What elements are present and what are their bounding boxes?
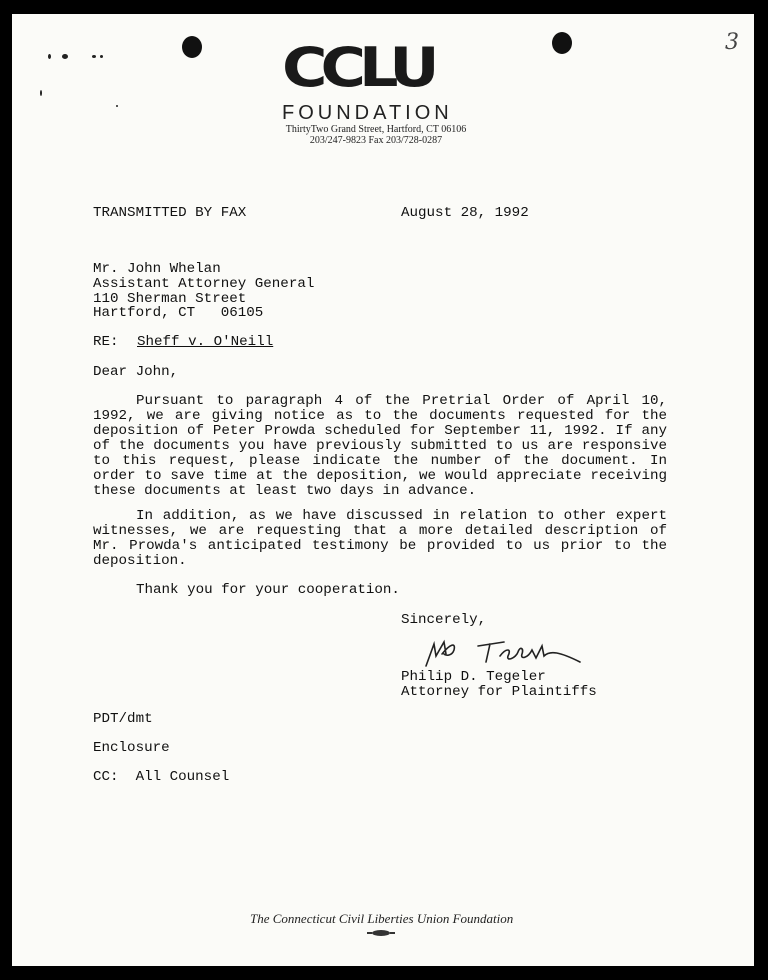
re-case-name: Sheff v. O'Neill [137, 334, 274, 350]
speck [48, 54, 51, 59]
punch-hole-right [552, 32, 572, 54]
letter-page [12, 14, 754, 966]
letterhead-address: ThirtyTwo Grand Street, Hartford, CT 06106 [285, 124, 467, 135]
body-paragraph-3-text: Thank you for your cooperation. [136, 582, 400, 598]
body-paragraph-1-text: Pursuant to paragraph 4 of the Pretrial Order of April 10, 1992, we are giving notice as to the documents requested for the deposition of Peter Prowda scheduled for September 11, 1992. If any of the documents you have previously submitted to us are responsive to this request, please indicate the number of the document. In order to save time at the deposition, we would appreciate receiving these documents at least two days in advance. [93, 393, 667, 499]
letter-date: August 28, 1992 [401, 205, 529, 221]
union-bug-icon [367, 929, 395, 937]
body-paragraph-2-text: In addition, as we have discussed in relation to other expert witnesses, we are requesting that a more detailed description of Mr. Prowda's anticipated testimony be provided to us prior to the deposition. [93, 508, 667, 569]
body-paragraph-1 [93, 394, 667, 499]
punch-hole-left [182, 36, 202, 58]
recipient-street: 110 Sherman Street [93, 291, 247, 307]
speck [40, 90, 42, 96]
page-number: 3 [725, 30, 739, 55]
signer-title: Attorney for Plaintiffs [401, 684, 597, 700]
re-label: RE: [93, 334, 119, 350]
transmittal-note: TRANSMITTED BY FAX [93, 205, 247, 221]
cclu-logo: CCLU [282, 34, 433, 99]
recipient-title: Assistant Attorney General [93, 276, 315, 292]
letterhead-phone: 203/247-9823 Fax 203/728-0287 [309, 135, 443, 146]
speck [62, 54, 68, 59]
salutation: Dear John, [93, 364, 179, 380]
cc-line: CC: All Counsel [93, 769, 230, 785]
recipient-name: Mr. John Whelan [93, 261, 221, 277]
body-paragraph-2 [93, 509, 667, 569]
recipient-city: Hartford, CT 06105 [93, 305, 264, 321]
signer-name: Philip D. Tegeler [401, 669, 546, 685]
body-paragraph-3 [93, 583, 667, 598]
initials-line: PDT/dmt [93, 711, 153, 727]
enclosure-line: Enclosure [93, 740, 170, 756]
logo-foundation-word: FOUNDATION [282, 102, 453, 124]
handwritten-signature [420, 636, 588, 672]
footer-organization: The Connecticut Civil Liberties Union Foundation [250, 911, 514, 926]
speck [116, 105, 118, 107]
closing: Sincerely, [401, 612, 487, 628]
speck [92, 55, 96, 58]
speck [100, 55, 103, 58]
